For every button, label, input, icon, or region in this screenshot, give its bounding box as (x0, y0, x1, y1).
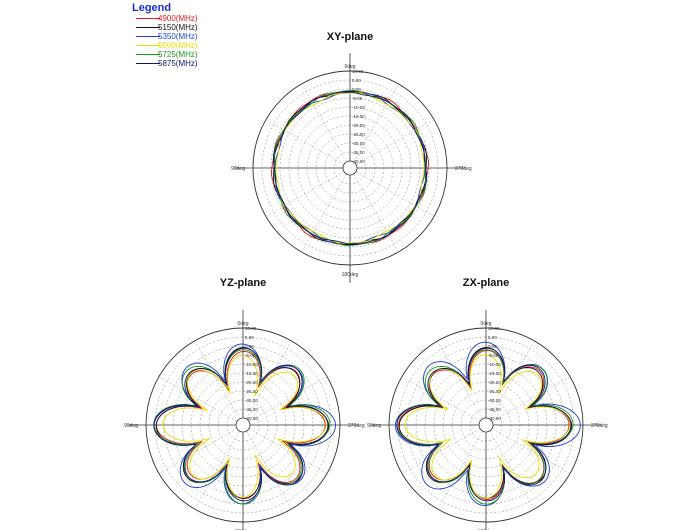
ring-label: -20.00 (488, 380, 501, 385)
ring-label: -20.00 (352, 123, 365, 128)
legend-label: 5725(MHz) (158, 50, 198, 59)
ring-label: 0.00 (352, 87, 361, 92)
ring-label: -30.00 (488, 398, 501, 403)
angle-label-bottom: 180deg (341, 272, 359, 278)
polar-chart-2 (367, 277, 608, 530)
legend-label: 4900(MHz) (158, 14, 198, 23)
ring-label: -40.00 (352, 159, 365, 164)
legend-label: 5350(MHz) (158, 32, 198, 41)
ring-label: 5.00 (245, 335, 254, 340)
ring-label: -40.00 (488, 416, 501, 421)
ring-label: -35.00 (488, 407, 501, 412)
angle-label-left: 90deg (231, 166, 245, 172)
angle-label-top: 0deg (237, 321, 249, 327)
ring-label: -15.00 (245, 371, 258, 376)
ring-label: 5.00 (488, 335, 497, 340)
chart-title: YZ-plane (219, 277, 267, 289)
ring-label: -30.00 (352, 141, 365, 146)
ring-label: -25.00 (245, 389, 258, 394)
angle-label-top: 0deg (480, 321, 492, 327)
ring-label: -5.00 (352, 96, 363, 101)
angle-label-left: 90deg (367, 423, 381, 429)
ring-label: 5.00 (352, 78, 361, 83)
ring-label: -25.00 (488, 389, 501, 394)
ring-label: 10.00 (488, 326, 500, 331)
angle-label-right: 270deg (591, 423, 608, 429)
legend-title: Legend (132, 2, 172, 14)
ring-label: -10.00 (245, 362, 258, 367)
angle-label-right: 270deg (348, 423, 365, 429)
ring-label: 10.00 (245, 326, 257, 331)
ring-label: 0.00 (245, 344, 254, 349)
polar-chart-0 (231, 31, 472, 283)
ring-label: -30.00 (245, 398, 258, 403)
ring-label: -25.00 (352, 132, 365, 137)
legend-label: 5150(MHz) (158, 23, 198, 32)
ring-label: -5.00 (488, 353, 499, 358)
angle-label-top: 0deg (344, 64, 356, 70)
ring-label: 0.00 (488, 344, 497, 349)
angle-label-right: 270deg (455, 166, 472, 172)
ring-label: -10.00 (352, 105, 365, 110)
ring-label: 10.00 (352, 69, 364, 74)
ring-label: -35.00 (352, 150, 365, 155)
ring-label: -10.00 (488, 362, 501, 367)
ring-label: -35.00 (245, 407, 258, 412)
chart-title: XY-plane (326, 31, 374, 43)
chart-title: ZX-plane (462, 277, 510, 289)
angle-label-left: 90deg (124, 423, 138, 429)
grid-spoke (438, 341, 483, 419)
ring-label: -40.00 (245, 416, 258, 421)
polar-chart-1 (124, 277, 365, 530)
legend-label: 5500(MHz) (158, 41, 198, 50)
ring-label: -20.00 (245, 380, 258, 385)
ring-label: -5.00 (245, 353, 256, 358)
grid-spoke (438, 431, 483, 509)
ring-label: -15.00 (352, 114, 365, 119)
ring-label: -15.00 (488, 371, 501, 376)
legend-label: 5875(MHz) (158, 59, 198, 68)
